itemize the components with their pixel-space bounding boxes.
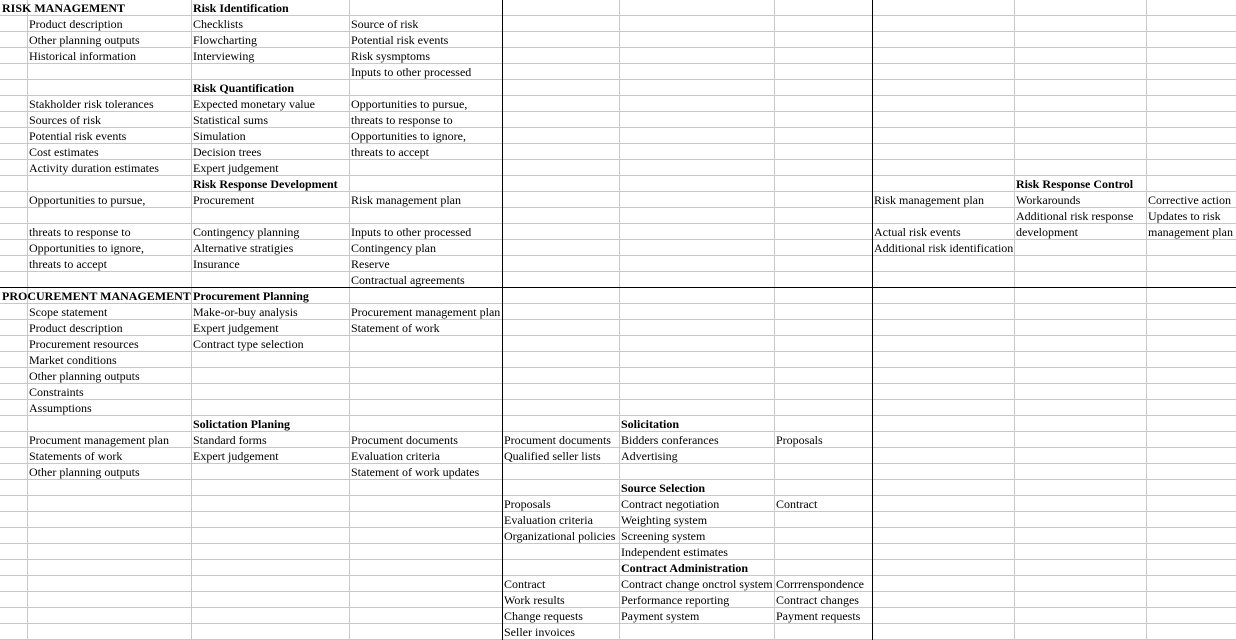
spreadsheet-cell[interactable]: Risk sysmptoms [351, 49, 431, 63]
section-heading-cell[interactable]: Solictation Planing [193, 417, 291, 431]
spreadsheet-cell[interactable]: Contingency plan [351, 241, 436, 255]
spreadsheet-cell[interactable]: threats to accept [351, 145, 429, 159]
spreadsheet-cell[interactable]: Market conditions [29, 353, 117, 367]
spreadsheet-cell[interactable]: Other planning outputs [29, 465, 140, 479]
section-heading-cell[interactable]: Risk Quantification [193, 81, 295, 95]
spreadsheet-cell[interactable]: Statements of work [29, 449, 123, 463]
spreadsheet-cell[interactable]: Inputs to other processed [351, 65, 472, 79]
spreadsheet-cell[interactable]: Weighting system [621, 513, 708, 527]
spreadsheet-cell[interactable]: Workarounds [1016, 193, 1081, 207]
spreadsheet-cell[interactable]: Work results [504, 593, 565, 607]
spreadsheet-cell[interactable]: Opportunities to pursue, [29, 193, 146, 207]
spreadsheet-cell[interactable]: Simulation [193, 129, 246, 143]
spreadsheet-cell[interactable]: Performance reporting [621, 593, 730, 607]
spreadsheet-cell[interactable]: Procument documents [504, 433, 611, 447]
spreadsheet-cell[interactable]: Checklists [193, 17, 243, 31]
spreadsheet-cell[interactable]: Procurement management plan [351, 305, 501, 319]
spreadsheet-cell[interactable]: Constraints [29, 385, 84, 399]
spreadsheet-cell[interactable]: threats to accept [29, 257, 107, 271]
section-heading-cell[interactable]: RISK MANAGEMENT [2, 1, 126, 15]
spreadsheet-cell[interactable]: Seller invoices [504, 625, 575, 639]
spreadsheet-cell[interactable]: Screening system [621, 529, 706, 543]
section-heading-cell[interactable]: Risk Identification [193, 1, 289, 15]
spreadsheet-cell[interactable]: Additional risk identification [874, 241, 1014, 255]
spreadsheet-cell[interactable]: Insurance [193, 257, 240, 271]
spreadsheet-cell[interactable]: management plan [1148, 225, 1233, 239]
spreadsheet-cell[interactable]: Historical information [29, 49, 136, 63]
spreadsheet-cell[interactable]: Bidders conferances [621, 433, 719, 447]
spreadsheet-cell[interactable]: Additional risk response [1016, 209, 1134, 223]
spreadsheet-cell[interactable]: Risk management plan [874, 193, 984, 207]
spreadsheet-cell[interactable]: Expert judgement [193, 161, 279, 175]
spreadsheet-cell[interactable]: Procument documents [351, 433, 458, 447]
spreadsheet-cell[interactable]: Contract changes [776, 593, 859, 607]
spreadsheet-cell[interactable]: Expected monetary value [193, 97, 315, 111]
spreadsheet-cell[interactable]: development [1016, 225, 1078, 239]
spreadsheet-cell[interactable]: threats to response to [29, 225, 131, 239]
spreadsheet-cell[interactable]: threats to response to [351, 113, 453, 127]
spreadsheet-cell[interactable]: Inputs to other processed [351, 225, 472, 239]
spreadsheet-cell[interactable]: Contract change onctrol system [621, 577, 773, 591]
section-heading-cell[interactable]: Risk Response Development [193, 177, 338, 191]
section-heading-cell[interactable]: PROCUREMENT MANAGEMENT [2, 289, 191, 303]
spreadsheet-cell[interactable]: Qualified seller lists [504, 449, 601, 463]
spreadsheet-cell[interactable]: Potential risk events [29, 129, 127, 143]
spreadsheet-cell[interactable]: Actual risk events [874, 225, 961, 239]
spreadsheet-cell[interactable]: Proposals [504, 497, 551, 511]
section-heading-cell[interactable]: Solicitation [621, 417, 680, 431]
spreadsheet-cell[interactable]: Make-or-buy analysis [193, 305, 298, 319]
spreadsheet-cell[interactable]: Stakholder risk tolerances [29, 97, 154, 111]
spreadsheet-cell[interactable]: Evaluation criteria [504, 513, 593, 527]
spreadsheet-cell[interactable]: Contractual agreements [351, 273, 465, 287]
section-heading-cell[interactable]: Risk Response Control [1016, 177, 1134, 191]
spreadsheet-cell[interactable]: Contingency planning [193, 225, 300, 239]
column-divider [1146, 0, 1147, 640]
spreadsheet-cell[interactable]: Contract [504, 577, 546, 591]
spreadsheet-cell[interactable]: Product description [29, 17, 123, 31]
spreadsheet-cell[interactable]: Opportunities to pursue, [351, 97, 468, 111]
spreadsheet-cell[interactable]: Proposals [776, 433, 823, 447]
spreadsheet-cell[interactable]: Change requests [504, 609, 583, 623]
spreadsheet-cell[interactable]: Contract type selection [193, 337, 304, 351]
section-heading-cell[interactable]: Contract Administration [621, 561, 748, 575]
spreadsheet-cell[interactable]: Other planning outputs [29, 369, 140, 383]
spreadsheet-cell[interactable]: Contract [776, 497, 818, 511]
spreadsheet-cell[interactable]: Evaluation criteria [351, 449, 440, 463]
spreadsheet-cell[interactable]: Updates to risk [1148, 209, 1221, 223]
section-heading-cell[interactable]: Procurement Planning [193, 289, 309, 303]
spreadsheet-cell[interactable]: Statement of work [351, 321, 440, 335]
spreadsheet-cell[interactable]: Corrective action [1148, 193, 1231, 207]
spreadsheet-cell[interactable]: Expert judgement [193, 449, 279, 463]
spreadsheet-cell[interactable]: Other planning outputs [29, 33, 140, 47]
spreadsheet-cell[interactable]: Scope statement [29, 305, 108, 319]
spreadsheet-cell[interactable]: Statistical sums [193, 113, 268, 127]
spreadsheet-cell[interactable]: Payment system [621, 609, 700, 623]
spreadsheet-cell[interactable]: Corrrenspondence [776, 577, 864, 591]
spreadsheet-cell[interactable]: Decision trees [193, 145, 262, 159]
column-divider [774, 0, 775, 640]
spreadsheet-cell[interactable]: Risk management plan [351, 193, 461, 207]
spreadsheet-cell[interactable]: Opportunities to ignore, [29, 241, 144, 255]
spreadsheet-cell[interactable]: Payment requests [776, 609, 861, 623]
spreadsheet-cell[interactable]: Contract negotiation [621, 497, 720, 511]
spreadsheet-cell[interactable]: Statement of work updates [351, 465, 480, 479]
spreadsheet-cell[interactable]: Cost estimates [29, 145, 99, 159]
section-heading-cell[interactable]: Source Selection [621, 481, 706, 495]
spreadsheet-cell[interactable]: Potential risk events [351, 33, 449, 47]
spreadsheet-cell[interactable]: Independent estimates [621, 545, 728, 559]
spreadsheet-cell[interactable]: Procument management plan [29, 433, 169, 447]
spreadsheet-cell[interactable]: Procurement [193, 193, 255, 207]
spreadsheet-cell[interactable]: Product description [29, 321, 123, 335]
spreadsheet-cell[interactable]: Reserve [351, 257, 390, 271]
spreadsheet-cell[interactable]: Activity duration estimates [29, 161, 159, 175]
column-divider [1014, 0, 1015, 640]
spreadsheet-cell[interactable]: Expert judgement [193, 321, 279, 335]
spreadsheet-cell[interactable]: Alternative stratigies [193, 241, 294, 255]
spreadsheet-cell[interactable]: Standard forms [193, 433, 267, 447]
spreadsheet-cell[interactable]: Advertising [621, 449, 678, 463]
spreadsheet-cell[interactable]: Sources of risk [29, 113, 101, 127]
spreadsheet-cell[interactable]: Flowcharting [193, 33, 257, 47]
spreadsheet-cell[interactable]: Opportunities to ignore, [351, 129, 466, 143]
spreadsheet-cell[interactable]: Assumptions [29, 401, 92, 415]
spreadsheet-cell[interactable]: Source of risk [351, 17, 419, 31]
spreadsheet-cell[interactable]: Interviewing [193, 49, 255, 63]
column-divider [872, 0, 873, 640]
column-divider [502, 0, 503, 640]
spreadsheet-cell[interactable]: Procurement resources [29, 337, 139, 351]
spreadsheet-cell[interactable]: Organizational policies [504, 529, 616, 543]
